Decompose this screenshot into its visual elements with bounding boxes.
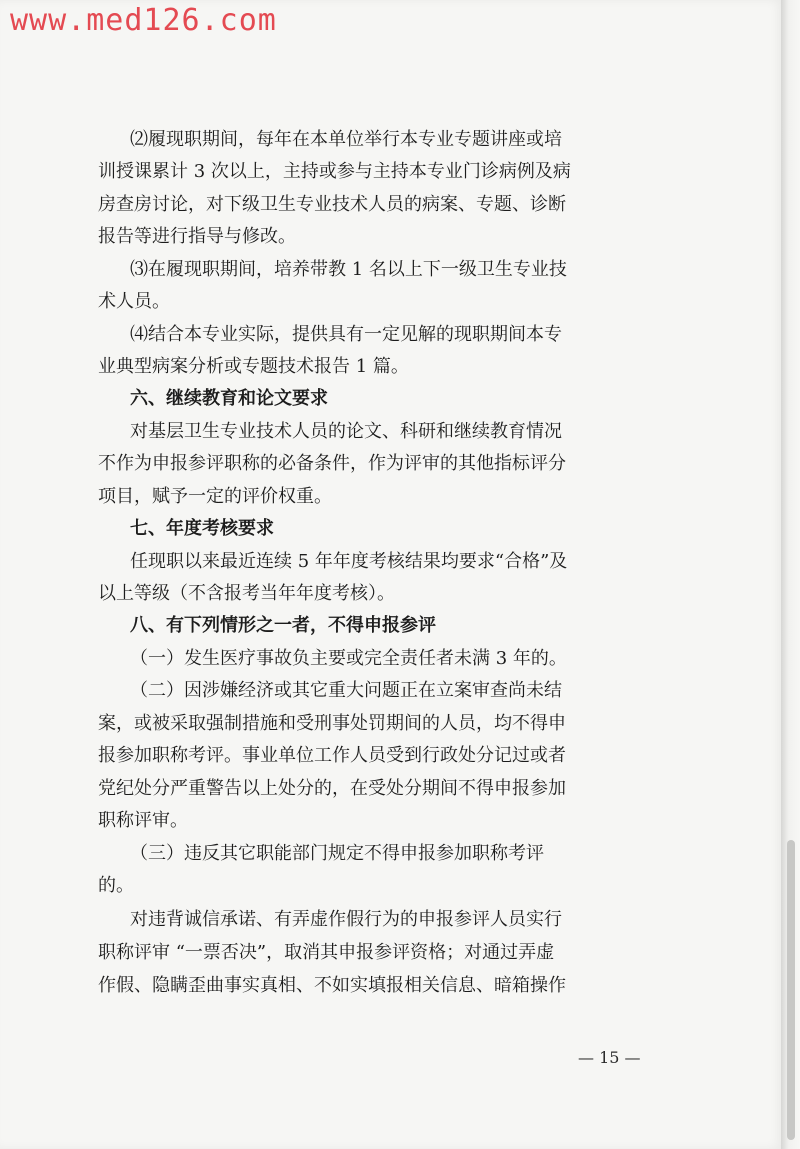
- watermark-text: www.med126.com: [10, 3, 277, 38]
- body-line: 项目，赋予一定的评价权重。: [98, 486, 332, 507]
- body-line: （一）发生医疗事故负主要或完全责任者未满 3 年的。: [130, 648, 567, 669]
- body-line: 职称评审。: [98, 810, 188, 831]
- body-line: 报告等进行指导与修改。: [98, 226, 296, 247]
- body-line: 房查房讨论，对下级卫生专业技术人员的病案、专题、诊断: [98, 194, 566, 215]
- body-line: 报参加职称考评。事业单位工作人员受到行政处分记过或者: [98, 745, 566, 766]
- body-line: 党纪处分严重警告以上处分的，在受处分期间不得申报参加: [98, 778, 566, 799]
- body-line: 的。: [98, 875, 134, 896]
- page-number: — 15 —: [578, 1048, 641, 1067]
- section-heading: 六、继续教育和论文要求: [130, 388, 328, 409]
- body-line: 案，或被采取强制措施和受刑事处罚期间的人员，均不得申: [98, 713, 566, 734]
- body-line: 不作为申报参评职称的必备条件，作为评审的其他指标评分: [98, 453, 566, 474]
- section-heading: 八、有下列情形之一者，不得申报参评: [130, 615, 436, 636]
- body-line: （二）因涉嫌经济或其它重大问题正在立案审查尚未结: [130, 680, 562, 701]
- body-line: 对违背诚信承诺、有弄虚作假行为的申报参评人员实行: [130, 909, 562, 930]
- body-line: 术人员。: [98, 291, 170, 312]
- body-line: ⑶在履现职期间，培养带教 1 名以上下一级卫生专业技: [130, 259, 567, 280]
- section-heading: 七、年度考核要求: [130, 518, 274, 539]
- body-line: （三）违反其它职能部门规定不得申报参加职称考评: [130, 843, 544, 864]
- body-line: 对基层卫生专业技术人员的论文、科研和继续教育情况: [130, 421, 562, 442]
- body-line: 以上等级（不含报考当年年度考核）。: [98, 583, 395, 604]
- body-line: 任现职以来最近连续 5 年年度考核结果均要求“合格”及: [130, 551, 568, 572]
- body-line: 训授课累计 3 次以上，主持或参与主持本专业门诊病例及病: [98, 161, 571, 182]
- body-line: 职称评审 “一票否决”，取消其申报参评资格；对通过弄虚: [98, 942, 555, 963]
- body-line: 作假、隐瞒歪曲事实真相、不如实填报相关信息、暗箱操作: [98, 975, 566, 996]
- vertical-scrollbar[interactable]: [787, 840, 795, 1140]
- body-line: 业典型病案分析或专题技术报告 1 篇。: [98, 356, 409, 377]
- body-line: ⑵履现职期间，每年在本单位举行本专业专题讲座或培: [130, 129, 562, 150]
- body-line: ⑷结合本专业实际，提供具有一定见解的现职期间本专: [130, 324, 562, 345]
